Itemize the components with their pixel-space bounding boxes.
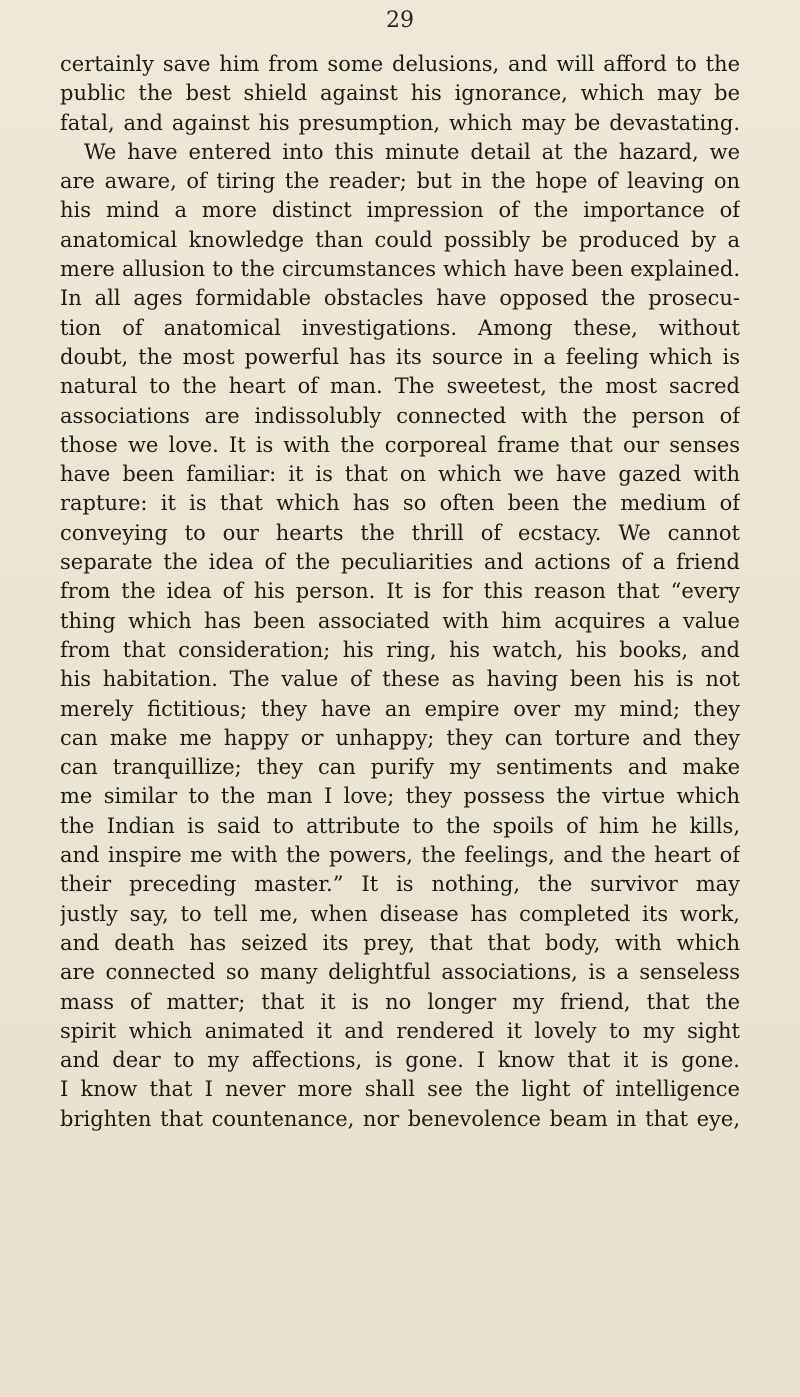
text-line: from the idea of his person. It is for this reason that “every [60,579,740,604]
text-line: the Indian is said to attribute to the spoils of him he kills, [60,813,740,838]
text-line: and inspire me with the powers, the feelings, and the heart of [60,843,740,868]
text-line: spirit which animated it and rendered it lovely to my sight [60,1018,740,1043]
text-line: merely fictitious; they have an empire over my mind; they [60,696,740,721]
text-line: certainly save him from some delusions, and will afford to the [60,52,740,76]
text-line: from that consideration; his ring, his watch, his books, and [60,637,740,662]
text-line: thing which has been associated with him acquires a value [60,608,740,633]
text-line: mass of matter; that it is no longer my friend, that the [60,989,740,1014]
text-line: justly say, to tell me, when disease has completed its work, [60,901,740,926]
text-line: We have entered into this minute detail at the hazard, we [84,139,740,164]
text-line: are aware, of tiring the reader; but in the hope of leaving on [60,169,740,194]
text-line: can make me happy or unhappy; they can torture and they [60,725,740,750]
text-line: me similar to the man I love; they possess the virtue which [60,784,740,809]
text-line: In all ages formidable obstacles have opposed the prosecu- [60,286,740,311]
text-line: their preceding master.” It is nothing, the survivor may [60,872,740,897]
text-line: those we love. It is with the corporeal frame that our senses [60,432,740,457]
text-line: and death has seized its prey, that that body, with which [60,930,740,955]
text-line: separate the idea of the peculiarities and actions of a friend [60,550,740,575]
body-text [60,50,740,1134]
text-line: his mind a more distinct impression of the importance of [60,198,740,223]
text-line: natural to the heart of man. The sweetest, the most sacred [60,374,740,399]
text-line: public the best shield against his ignorance, which may be [60,81,740,106]
text-line: associations are indissolubly connected with the person of [60,403,740,428]
text-line: his habitation. The value of these as having been his is not [60,667,740,692]
text-line: and dear to my affections, is gone. I know that it is gone. [60,1048,740,1073]
text-line: doubt, the most powerful has its source in a feeling which is [60,344,740,369]
text-line: have been familiar: it is that on which we have gazed with [60,462,740,487]
text-line: anatomical knowledge than could possibly be produced by a [60,227,740,252]
text-line: mere allusion to the circumstances which have been explained. [60,257,740,282]
text-line: conveying to our hearts the thrill of ecstacy. We cannot [60,520,740,545]
page-number: 29 [386,8,414,33]
text-line: can tranquillize; they can purify my sentiments and make [60,755,740,780]
text-line: brighten that countenance, nor benevolence beam in that eye, [60,1106,740,1131]
text-line: rapture: it is that which has so often been the medium of [60,491,740,516]
text-line: fatal, and against his presumption, which may be devastating. [60,110,740,135]
text-line: I know that I never more shall see the light of intelligence [60,1077,740,1102]
text-line: are connected so many delightful associations, is a senseless [60,960,740,985]
text-line: tion of anatomical investigations. Among these, without [60,315,740,340]
